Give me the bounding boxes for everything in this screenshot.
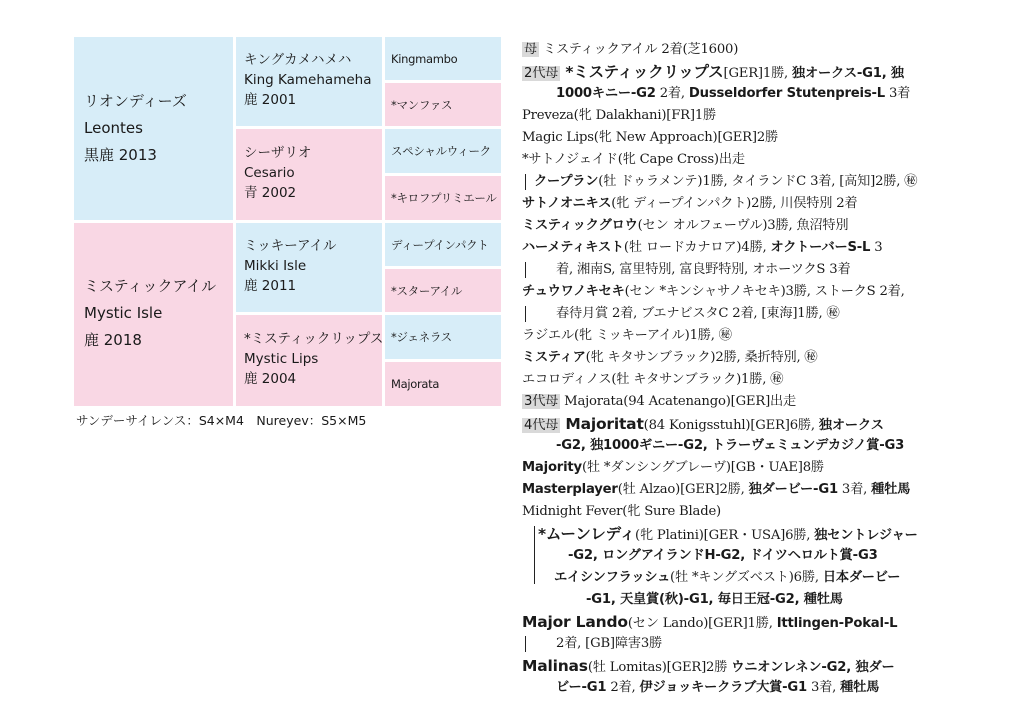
dam-dam-cell bbox=[236, 315, 382, 406]
gen3-name: スペシャルウィーク bbox=[391, 144, 491, 158]
family-line: 3代母 Majorata(94 Acatenango)[GER]出走 bbox=[524, 394, 797, 409]
sire-dam-ja: シーザリオ bbox=[244, 145, 312, 161]
family-line: -G1, 天皇賞(秋)-G1, 毎日王冠-G2, 種牡馬 bbox=[586, 592, 843, 607]
family-line: -G2, ロングアイランドH-G2, ドイツヘロルト賞-G3 bbox=[568, 548, 878, 563]
family-line: *ムーンレディ(牝 Platini)[GER・USA]6勝, 独セントレジャー bbox=[538, 525, 918, 543]
family-line: Preveza(牝 Dalakhani)[FR]1勝 bbox=[522, 108, 717, 123]
gen3-name: *マンファス bbox=[391, 97, 453, 112]
sire-name-en: Leontes bbox=[84, 119, 143, 137]
family-line: Major Lando(セン Lando)[GER]1勝, Ittlingen-Pokal-L bbox=[522, 613, 898, 631]
family-line: Midnight Fever(牝 Sure Blade) bbox=[522, 504, 722, 519]
gen3-name: *スターアイル bbox=[391, 283, 463, 298]
sire-dam-en: Cesario bbox=[244, 165, 295, 181]
family-line: ミスティックグロウ(セン オルフェーヴル)3勝, 魚沼特別 bbox=[522, 218, 849, 233]
sire-sire-info: 鹿 2001 bbox=[244, 92, 297, 108]
dam-sire-info: 鹿 2011 bbox=[244, 278, 297, 294]
family-line: クープラン(牡 ドゥラメンテ)1勝, タイランドC 3着, [高知]2勝, ㊙ bbox=[534, 174, 918, 189]
gen3-name: ディープインパクト bbox=[391, 237, 489, 252]
family-line: 母 ミスティックアイル 2着(芝1600) bbox=[524, 42, 739, 57]
sire-info: 黒鹿 2013 bbox=[84, 146, 157, 164]
family-line: チュウワノキセキ(セン *キンシャサノキセキ)3勝, ストークS 2着, bbox=[522, 284, 905, 299]
gen3-cell bbox=[385, 223, 501, 266]
family-line: Malinas(牡 Lomitas)[GER]2勝 ウニオンレネン-G2, 独ダー bbox=[522, 657, 895, 675]
gen3-cell bbox=[385, 83, 501, 126]
gen3-cell bbox=[385, 129, 501, 173]
sire-cell bbox=[74, 37, 233, 220]
family-line: 着, 湘南S, 富里特別, 富良野特別, オホーツクS 3着 bbox=[556, 262, 851, 277]
dam-dam-info: 鹿 2004 bbox=[244, 371, 297, 387]
gen-tag: 4代母 bbox=[524, 418, 559, 433]
indent-bar bbox=[525, 262, 526, 278]
gen-tag: 3代母 bbox=[524, 394, 559, 409]
gen3-cell bbox=[385, 315, 501, 359]
dam-cell bbox=[74, 223, 233, 406]
gen3-cell bbox=[385, 362, 501, 406]
sire-name-ja: リオンディーズ bbox=[84, 92, 187, 110]
sire-dam-info: 青 2002 bbox=[244, 185, 297, 201]
dam-sire-cell bbox=[236, 223, 382, 312]
gen3-name: Majorata bbox=[391, 377, 440, 391]
family-line: エコロディノス(牡 キタサンブラック)1勝, ㊙ bbox=[522, 372, 784, 387]
family-line: 春待月賞 2着, ブエナビスタC 2着, [東海]1勝, ㊙ bbox=[556, 306, 840, 321]
dam-info: 鹿 2018 bbox=[84, 331, 142, 349]
dam-name-ja: ミスティックアイル bbox=[84, 277, 217, 295]
family-line: Majority(牡 *ダンシングブレーヴ)[GB・UAE]8勝 bbox=[522, 460, 824, 475]
family-line: ハーメティキスト(牡 ロードカナロア)4勝, オクトーバーS-L 3 bbox=[522, 240, 883, 255]
family-line: *サトノジェイド(牝 Cape Cross)出走 bbox=[522, 152, 745, 167]
family-line: ミスティア(牝 キタサンブラック)2勝, 桑折特別, ㊙ bbox=[522, 350, 818, 365]
dam-dam-en: Mystic Lips bbox=[244, 351, 319, 367]
dam-sire-ja: ミッキーアイル bbox=[244, 238, 337, 254]
gen3-name: *ジェネラス bbox=[391, 330, 452, 344]
gen3-name: *キロフプリミエール bbox=[391, 191, 497, 205]
gen3-cell bbox=[385, 37, 501, 80]
gen-tag: 母 bbox=[524, 42, 537, 57]
family-line: Magic Lips(牝 New Approach)[GER]2勝 bbox=[522, 130, 779, 145]
gen3-name: Kingmambo bbox=[391, 51, 458, 66]
sire-dam-cell bbox=[236, 129, 382, 220]
sire-sire-ja: キングカメハメハ bbox=[244, 52, 352, 68]
family-line: -G2, 独1000ギニー-G2, トラーヴェミュンデカジノ賞-G3 bbox=[556, 438, 905, 453]
family-line: 1000キニー-G2 2着, Dusseldorfer Stutenpreis-L 3着 bbox=[556, 86, 911, 101]
inbreeding-note: サンデーサイレンス：S4×M4 Nureyev：S5×M5 bbox=[76, 413, 367, 428]
dam-name-en: Mystic Isle bbox=[84, 304, 163, 322]
indent-bar bbox=[525, 306, 526, 322]
family-line: 2着, [GB]障害3勝 bbox=[556, 636, 663, 651]
gen3-cell bbox=[385, 176, 501, 220]
indent-bar bbox=[525, 636, 526, 652]
indent-bar bbox=[534, 526, 535, 584]
family-line: 2代母 *ミスティックリップス[GER]1勝, 独オークス-G1, 独 bbox=[524, 63, 904, 81]
dam-sire-en: Mikki Isle bbox=[244, 258, 307, 274]
sire-sire-cell bbox=[236, 37, 382, 126]
sire-sire-en: King Kamehameha bbox=[244, 72, 372, 88]
family-line: ラジエル(牝 ミッキーアイル)1勝, ㊙ bbox=[522, 328, 732, 343]
family-line: 4代母 Majoritat(84 Konigsstuhl)[GER]6勝, 独オークス bbox=[524, 415, 884, 433]
family-line: エイシンフラッシュ(牡 *キングズベスト)6勝, 日本ダービー bbox=[554, 570, 901, 585]
dam-dam-ja: *ミスティックリップス bbox=[244, 331, 384, 347]
gen3-cell bbox=[385, 269, 501, 312]
indent-bar bbox=[525, 174, 526, 190]
gen-tag: 2代母 bbox=[524, 66, 559, 81]
family-line: サトノオニキス(牝 ディープインパクト)2勝, 川俣特別 2着 bbox=[522, 196, 858, 211]
family-line: Masterplayer(牡 Alzao)[GER]2勝, 独ダービー-G1 3着, 種牡馬 bbox=[522, 482, 911, 497]
family-line: ビー-G1 2着, 伊ジョッキークラブ大賞-G1 3着, 種牡馬 bbox=[556, 680, 880, 695]
